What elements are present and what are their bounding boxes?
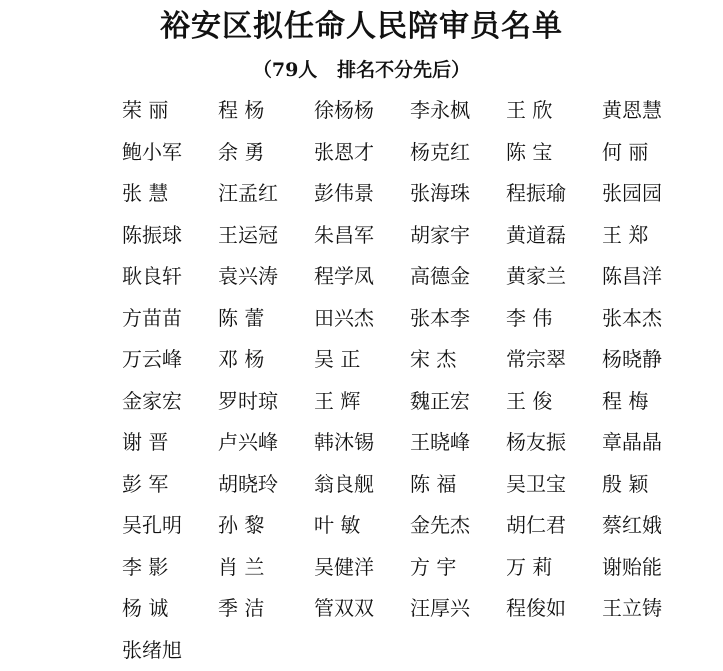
name-entry: 杨晓静 [602, 339, 698, 381]
name-entry: 黄道磊 [506, 215, 602, 257]
name-entry: 黄恩慧 [602, 90, 698, 132]
name-entry: 胡家宇 [410, 215, 506, 257]
name-entry: 魏正宏 [410, 381, 506, 423]
name-entry: 李 影 [122, 547, 218, 589]
name-entry: 荣 丽 [122, 90, 218, 132]
name-entry: 翁良舰 [314, 464, 410, 506]
name-entry: 何 丽 [602, 132, 698, 174]
name-entry: 程振瑜 [506, 173, 602, 215]
name-entry: 张本李 [410, 298, 506, 340]
name-entry: 鲍小军 [122, 132, 218, 174]
name-entry: 耿良轩 [122, 256, 218, 298]
name-entry: 杨友振 [506, 422, 602, 464]
name-entry: 张园园 [602, 173, 698, 215]
name-entry: 张绪旭 [122, 630, 218, 671]
name-entry: 常宗翠 [506, 339, 602, 381]
name-entry: 胡晓玲 [218, 464, 314, 506]
name-entry: 彭 军 [122, 464, 218, 506]
name-entry: 章晶晶 [602, 422, 698, 464]
name-entry: 宋 杰 [410, 339, 506, 381]
name-entry: 王晓峰 [410, 422, 506, 464]
document-title: 裕安区拟任命人民陪审员名单 [0, 8, 723, 46]
name-entry: 徐杨杨 [314, 90, 410, 132]
name-entry: 吴孔明 [122, 505, 218, 547]
name-entry: 王 辉 [314, 381, 410, 423]
name-entry: 汪厚兴 [410, 588, 506, 630]
name-entry: 陈振球 [122, 215, 218, 257]
name-entry: 杨 诚 [122, 588, 218, 630]
name-entry: 王 欣 [506, 90, 602, 132]
name-entry: 谢 晋 [122, 422, 218, 464]
document-subtitle: （79人 排名不分先后） [0, 56, 723, 84]
name-entry: 程 杨 [218, 90, 314, 132]
name-entry: 王 郑 [602, 215, 698, 257]
name-entry: 邓 杨 [218, 339, 314, 381]
name-entry: 高德金 [410, 256, 506, 298]
name-entry: 王 俊 [506, 381, 602, 423]
name-entry: 袁兴涛 [218, 256, 314, 298]
name-entry: 吴卫宝 [506, 464, 602, 506]
name-entry: 殷 颖 [602, 464, 698, 506]
name-entry: 张海珠 [410, 173, 506, 215]
name-entry: 金家宏 [122, 381, 218, 423]
name-entry: 汪孟红 [218, 173, 314, 215]
name-entry: 吴健洋 [314, 547, 410, 589]
name-entry: 吴 正 [314, 339, 410, 381]
name-entry: 叶 敏 [314, 505, 410, 547]
name-entry: 田兴杰 [314, 298, 410, 340]
name-entry: 王立铸 [602, 588, 698, 630]
name-entry: 程 梅 [602, 381, 698, 423]
name-entry: 杨克红 [410, 132, 506, 174]
name-entry: 韩沐锡 [314, 422, 410, 464]
name-entry: 方 宇 [410, 547, 506, 589]
name-entry: 陈昌洋 [602, 256, 698, 298]
name-entry: 王运冠 [218, 215, 314, 257]
name-entry: 陈 蕾 [218, 298, 314, 340]
name-entry: 程俊如 [506, 588, 602, 630]
name-list [122, 90, 698, 671]
name-entry: 黄家兰 [506, 256, 602, 298]
name-entry: 罗时琼 [218, 381, 314, 423]
name-entry: 余 勇 [218, 132, 314, 174]
name-entry: 陈 福 [410, 464, 506, 506]
name-entry: 卢兴峰 [218, 422, 314, 464]
name-entry: 朱昌军 [314, 215, 410, 257]
name-entry: 李 伟 [506, 298, 602, 340]
name-entry: 程学凤 [314, 256, 410, 298]
name-entry: 彭伟景 [314, 173, 410, 215]
name-entry: 张恩才 [314, 132, 410, 174]
name-entry: 谢贻能 [602, 547, 698, 589]
name-entry: 万 莉 [506, 547, 602, 589]
name-entry: 方苗苗 [122, 298, 218, 340]
name-entry: 张 慧 [122, 173, 218, 215]
name-entry: 蔡红娥 [602, 505, 698, 547]
name-entry: 金先杰 [410, 505, 506, 547]
name-entry: 季 洁 [218, 588, 314, 630]
name-entry: 陈 宝 [506, 132, 602, 174]
name-entry: 肖 兰 [218, 547, 314, 589]
name-entry: 万云峰 [122, 339, 218, 381]
name-entry: 管双双 [314, 588, 410, 630]
name-entry: 孙 黎 [218, 505, 314, 547]
name-entry: 李永枫 [410, 90, 506, 132]
name-entry: 张本杰 [602, 298, 698, 340]
name-entry: 胡仁君 [506, 505, 602, 547]
